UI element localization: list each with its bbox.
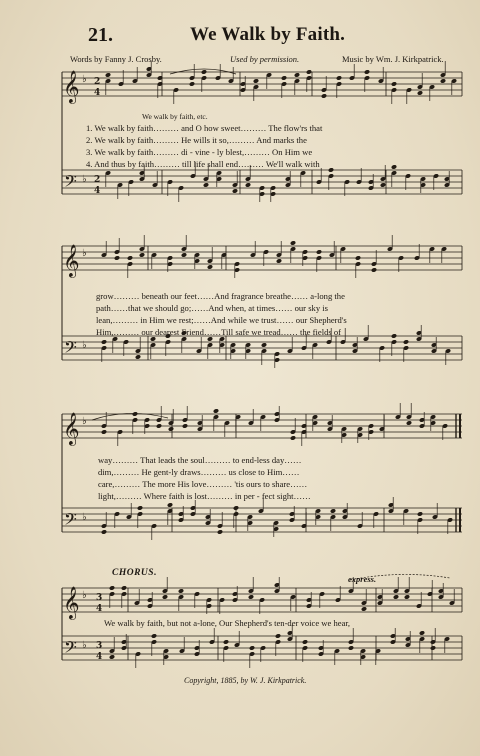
first-line-snippet: We walk by faith, etc. — [142, 112, 208, 121]
svg-text:3: 3 — [96, 593, 103, 603]
lyric-verse-3: lean,……… in Him we rest;……And while we trust…… our Shepherd's — [96, 315, 347, 325]
svg-text:3: 3 — [96, 641, 103, 651]
svg-text:4: 4 — [96, 652, 103, 662]
svg-text:4: 4 — [94, 88, 101, 98]
svg-text:♭: ♭ — [82, 640, 87, 651]
svg-text:2: 2 — [94, 77, 101, 87]
svg-text:4: 4 — [96, 604, 103, 614]
svg-text:♭: ♭ — [82, 340, 87, 351]
expression-mark: express. — [348, 574, 377, 584]
lyric-verse-4: Him,……… our dearest Friend……Till safe we tread…… the fields of — [96, 327, 342, 337]
lyrics-system-1 — [86, 122, 466, 170]
words-credit: Words by Fanny J. Crosby. — [70, 54, 162, 64]
lyric-verse-1: grow……… beneath our feet……And fragrance breathe…… a-long the — [96, 291, 345, 301]
svg-text:2: 2 — [94, 175, 101, 185]
hymn-title: We Walk by Faith. — [190, 24, 346, 45]
music-credit: Music by Wm. J. Kirkpatrick. — [342, 54, 444, 64]
treble-clef-icon: 𝄞 — [63, 412, 80, 445]
bass-staff-1 — [62, 170, 462, 194]
lyric-verse-3: 3. We walk by faith……… di - vine - ly blest,……… On Him we — [86, 147, 313, 157]
svg-text:♭: ♭ — [82, 74, 87, 85]
chorus-lyric: We walk by faith, but not a-lone, Our Shepherd's ten-der voice we hear, — [104, 618, 351, 628]
bass-clef-icon: 𝄢 — [64, 509, 77, 533]
lyric-verse-2: path……that we should go;……And when, at times…… our sky is — [96, 303, 329, 313]
bass-clef-icon: 𝄢 — [64, 171, 77, 195]
svg-text:♭: ♭ — [82, 416, 87, 427]
lyric-verse-4: 4. And thus by faith……… till life shall end……… We'll walk with — [86, 159, 320, 169]
bass-clef-icon: 𝄢 — [64, 637, 77, 661]
copyright-line: Copyright, 1885, by W. J. Kirkpatrick. — [184, 676, 307, 685]
svg-text:4: 4 — [94, 186, 101, 196]
lyric-verse-4: light,……… Where faith is lost……… in per - fect sight…… — [98, 491, 311, 501]
svg-text:♭: ♭ — [82, 174, 87, 185]
chorus-label: CHORUS. — [112, 568, 157, 578]
lyric-verse-1: way……… That leads the soul……… to end-less day…… — [98, 455, 302, 465]
svg-text:♭: ♭ — [82, 248, 87, 259]
permission-note: Used by permission. — [230, 54, 300, 64]
lyric-verse-2: dim,……… He gent-ly draws……… us close to Him…… — [98, 467, 300, 477]
lyrics-system-2 — [96, 290, 466, 338]
lyric-verse-2: 2. We walk by faith……… He wills it so,……… And marks the — [86, 135, 307, 145]
treble-clef-icon: 𝄞 — [63, 586, 80, 619]
treble-clef-icon: 𝄞 — [63, 244, 80, 277]
svg-text:♭: ♭ — [82, 512, 87, 523]
treble-clef-icon: 𝄞 — [63, 70, 80, 103]
hymn-number: 21. — [88, 24, 113, 46]
svg-text:♭: ♭ — [82, 590, 87, 601]
bass-clef-icon: 𝄢 — [64, 337, 77, 361]
lyric-verse-1: 1. We walk by faith……… and O how sweet……… The flow'rs that — [86, 123, 323, 133]
lyric-verse-3: care,……… The more His love……… 'tis ours to share…… — [98, 479, 308, 489]
lyrics-system-3 — [98, 454, 458, 502]
